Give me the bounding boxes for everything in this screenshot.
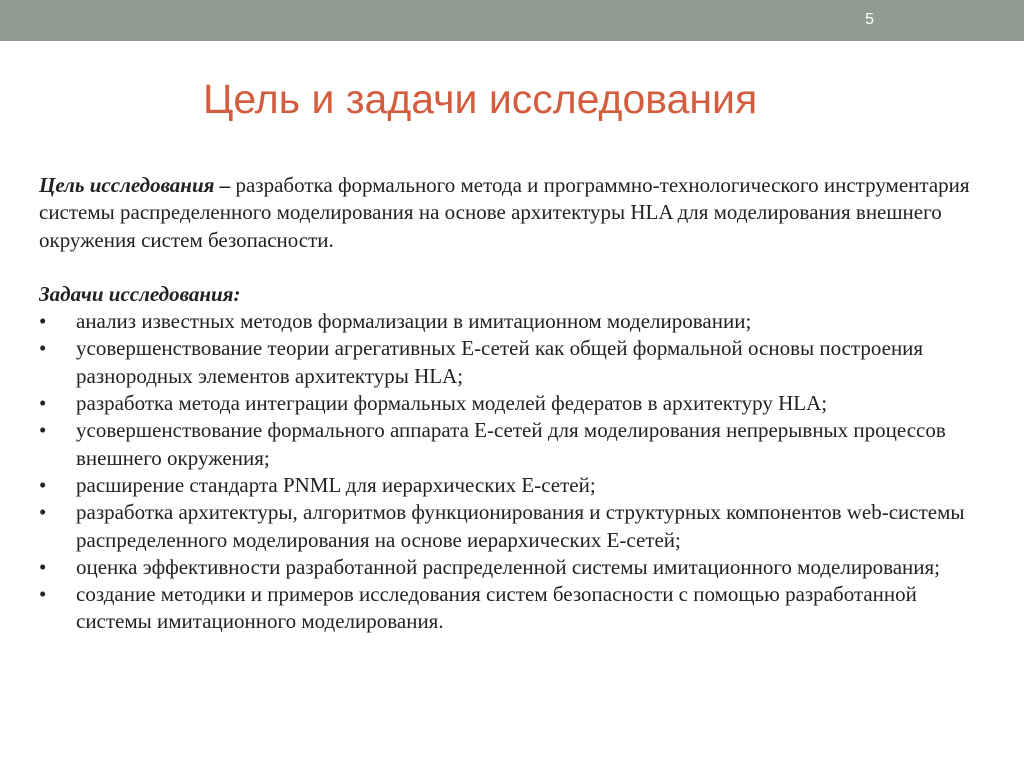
slide-number: 5 xyxy=(865,11,874,28)
task-text: создание методики и примеров исследования систем безопасности с помощью разработанной системы имитационного моделирования. xyxy=(76,582,917,634)
task-item xyxy=(39,581,989,636)
task-text: разработка метода интеграции формальных моделей федератов в архитектуру HLA; xyxy=(76,391,828,416)
task-list xyxy=(39,308,989,636)
bullet-icon: • xyxy=(39,391,47,416)
task-text: усовершенствование формального аппарата Е-сетей для моделирования непрерывных процессов внешнего окружения; xyxy=(76,418,946,470)
bullet-icon: • xyxy=(39,418,47,443)
goal-label: Цель исследования – xyxy=(39,173,231,197)
task-item xyxy=(39,417,989,472)
tasks-heading: Задачи исследования: xyxy=(39,281,241,306)
task-item xyxy=(39,390,989,417)
goal-text: разработка формального метода и программно-технологического инструментария системы распределенного моделирования на основе архитектуры HLA для моделирования внешнего окружения систем безопасности. xyxy=(39,173,970,252)
task-item xyxy=(39,472,989,499)
top-bar xyxy=(0,0,1024,41)
goal-paragraph xyxy=(39,172,989,254)
task-item xyxy=(39,308,989,335)
task-text: расширение стандарта PNML для иерархических Е-сетей; xyxy=(76,472,596,497)
bullet-icon: • xyxy=(39,472,47,497)
bullet-icon: • xyxy=(39,500,47,525)
task-item xyxy=(39,554,989,581)
bullet-icon: • xyxy=(39,336,47,361)
task-text: разработка архитектуры, алгоритмов функционирования и структурных компонентов web-системы распределенного моделирования на основе иерархических Е-сетей; xyxy=(76,500,965,552)
task-item xyxy=(39,335,989,390)
slide-title: Цель и задачи исследования xyxy=(203,76,758,122)
slide-content xyxy=(39,172,989,636)
bullet-icon: • xyxy=(39,582,47,607)
task-text: оценка эффективности разработанной распределенной системы имитационного моделирования; xyxy=(76,554,940,579)
task-text: усовершенствование теории агрегативных Е-сетей как общей формальной основы построения разнородных элементов архитектуры HLA; xyxy=(76,336,924,388)
task-text: анализ известных методов формализации в имитационном моделировании; xyxy=(76,309,752,334)
bullet-icon: • xyxy=(39,309,47,334)
bullet-icon: • xyxy=(39,554,47,579)
task-item xyxy=(39,499,989,554)
